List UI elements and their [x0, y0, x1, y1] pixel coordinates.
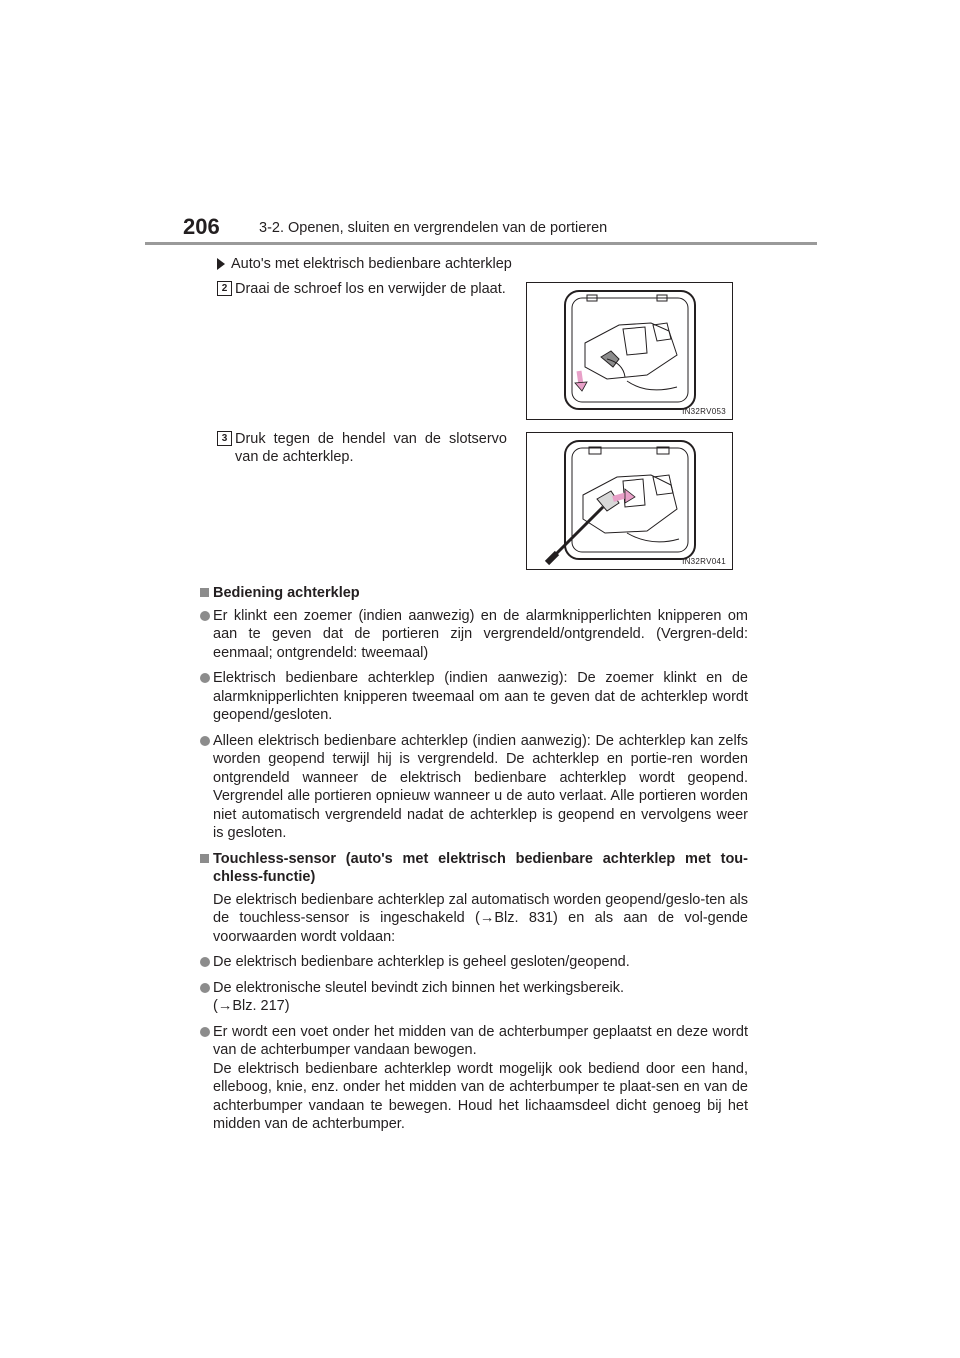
list-item: Er klinkt een zoemer (indien aanwezig) en de alarmknipperlichten knipperen om aan te geven dat de portieren zijn vergrendeld/ontgrendeld. (Vergren-deld: eenmaal; ontgrendeld: tweemaal): [200, 607, 748, 663]
round-bullet-icon: [200, 983, 210, 993]
round-bullet-icon: [200, 736, 210, 746]
round-bullet-icon: [200, 1027, 210, 1037]
sub-heading: [217, 256, 512, 272]
figure-press-lever: [526, 432, 733, 570]
header-divider: [145, 242, 817, 245]
step-number-badge: 2: [217, 281, 232, 296]
section-title: 3-2. Openen, sluiten en vergrendelen van de portieren: [259, 220, 608, 236]
round-bullet-icon: [200, 673, 210, 683]
square-bullet-icon: [200, 854, 209, 863]
list-item: Er wordt een voet onder het midden van de achterbumper geplaatst en deze wordt van de achterbumper vandaan bewogen. De elektrisch bedienbare achterklep wordt mogelijk ook bediend door een hand, elleboog, knie, enz. onder het midden van de achterbumper te plaat-sen en van de achterbumper vandaan te bewegen. Houd het lichaamsdeel dicht genoeg bij het midden van de achterbumper.: [200, 1023, 748, 1134]
tailgate-mechanism-illustration: [527, 283, 732, 419]
list-item: Elektrisch bedienbare achterklep (indien aanwezig): De zoemer klinkt en de alarmknipperlichten knipperen tweemaal om aan te geven dat de achterklep wordt geopend/gesloten.: [200, 669, 748, 725]
list-item: Alleen elektrisch bedienbare achterklep (indien aanwezig): De achterklep kan zelfs worden geopend terwijl hij is vergrendeld. De achterklep en portie-ren worden ontgrendeld wanneer de elektrisch bedienbare achterklep wordt geopend. Vergrendel alle portieren opnieuw wanneer u de auto verlaat. Alle portieren worden niet automatisch vergrendeld nadat de achterklep is geopend en vervolgens weer is gesloten.: [200, 732, 748, 843]
step-number-badge: 3: [217, 431, 232, 446]
figure-code: IN32RV053: [682, 407, 726, 416]
square-bullet-icon: [200, 588, 209, 597]
step-instruction: Draai de schroef los en verwijder de plaat.: [235, 281, 506, 297]
main-content: [200, 584, 748, 1141]
figure-unscrew-plate: [526, 282, 733, 420]
section-heading: Bediening achterklep: [200, 584, 748, 603]
figure-code: IN32RV041: [682, 557, 726, 566]
list-item: De elektronische sleutel bevindt zich binnen het werkingsbereik. (→Blz. 217): [200, 979, 748, 1016]
round-bullet-icon: [200, 957, 210, 967]
page-number: 206: [183, 214, 220, 239]
section-heading: Touchless-sensor (auto's met elektrisch bedienbare achterklep met tou-chless-functie): [200, 850, 748, 887]
page-reference: (→Blz. 217): [213, 998, 290, 1014]
round-bullet-icon: [200, 611, 210, 621]
section-intro: De elektrisch bedienbare achterklep zal automatisch worden geopend/geslo-ten als de touchless-sensor is ingeschakeld (→Blz. 831) en als aan de vol-gende voorwaarden wordt voldaan:: [213, 891, 748, 945]
sub-heading-text: Auto's met elektrisch bedienbare achterklep: [231, 256, 512, 272]
list-item: De elektrisch bedienbare achterklep is geheel gesloten/geopend.: [200, 953, 748, 972]
step-instruction: Druk tegen de hendel van de slotservo van de achterklep.: [235, 431, 507, 465]
triangle-bullet-icon: [217, 258, 225, 270]
lock-servo-illustration: [527, 433, 732, 569]
